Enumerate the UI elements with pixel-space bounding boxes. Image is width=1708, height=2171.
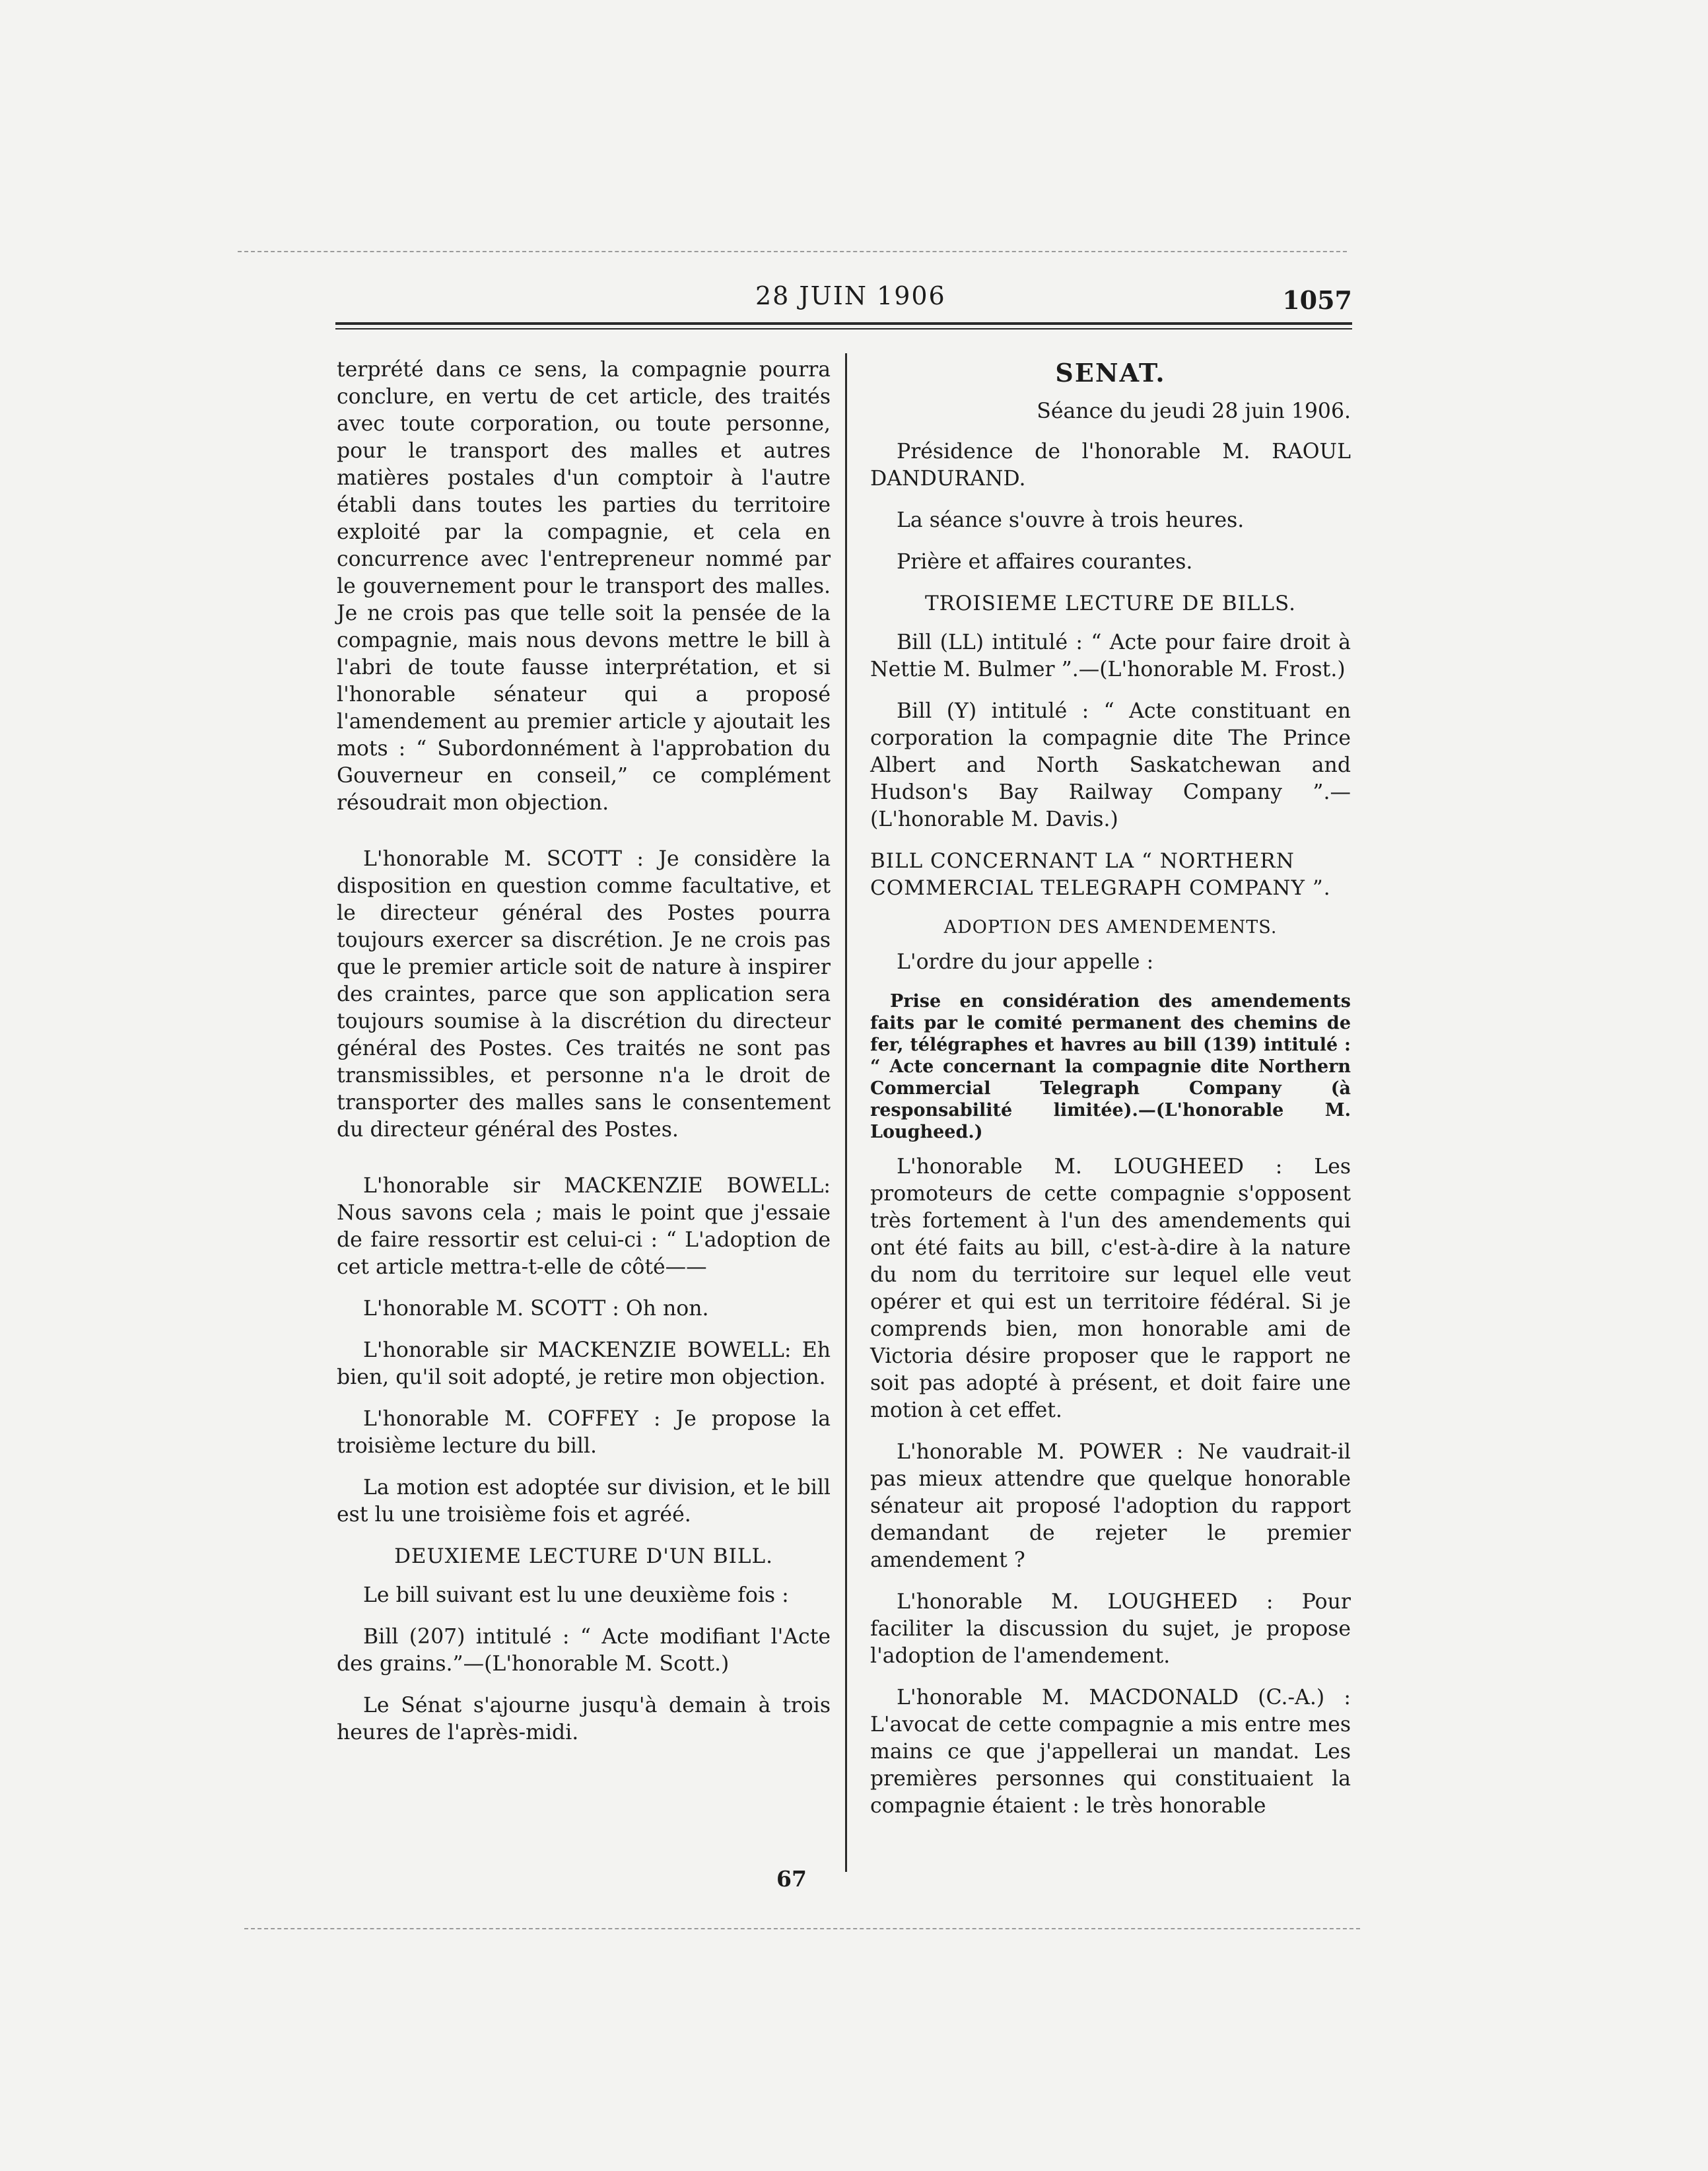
paragraph: terprété dans ce sens, la compagnie pourra conclure, en vertu de cet article, des traités avec toute corporation, ou toute personne, pour le transport des malles et autres matières postales d'un comptoir à l'autre établi dans toutes les parties du territoire exploité par la compagnie, et cela en concurrence avec l'entrepreneur nommé par le gouvernement pour le transport des malles. Je ne crois pas que telle soit la pensée de la compagnie, mais nous devons mettre le bill à l'abri de toute fausse interprétation, et si l'honorable sénateur qui a proposé l'amendement au premier article y ajoutait les mots : “ Subordonnément à l'approbation du Gouverneur en conseil,” ce complément résoudrait mon objection. [337, 358, 831, 815]
paragraph: L'honorable sir MACKENZIE BOWELL: Nous savons cela ; mais le point que j'essaie de faire ressortir est celui-ci : “ L'adoption de cet article mettra-t-elle de côté—— [337, 1174, 831, 1279]
scan-dash-top [238, 251, 1347, 252]
paragraph: La motion est adoptée sur division, et le bill est lu une troisième fois et agréé. [337, 1476, 831, 1527]
order-of-the-day: Prise en considération des amendements faits par le comité permanent des chemins de fer, télégraphes et havres au bill (139) intitulé : “ Acte concernant la compagnie dite Northern Commercial Telegraph Company (à responsabilité limitée).—(L'honorable M. Lougheed.) [870, 991, 1351, 1142]
header-date: 28 JUIN 1906 [755, 281, 946, 310]
scan-dash-bottom [244, 1928, 1360, 1929]
paragraph: La séance s'ouvre à trois heures. [897, 508, 1245, 532]
paragraph: L'ordre du jour appelle : [897, 950, 1154, 974]
paragraph: Bill (Y) intitulé : “ Acte constituant en corporation la compagnie dite The Prince Albert and North Saskatchewan and Hudson's Bay Railway Company ”.—(L'honorable M. Davis.) [870, 699, 1351, 831]
paragraph: L'honorable sir MACKENZIE BOWELL: Eh bien, qu'il soit adopté, je retire mon objection. [337, 1338, 831, 1389]
paragraph: Présidence de l'honorable M. RAOUL DANDURAND. [870, 440, 1351, 491]
paragraph: Bill (207) intitulé : “ Acte modifiant l'Acte des grains.”—(L'honorable M. Scott.) [337, 1625, 831, 1676]
paragraph: Bill (LL) intitulé : “ Acte pour faire droit à Nettie M. Bulmer ”.—(L'honorable M. Frost.) [870, 631, 1351, 681]
paragraph: Le bill suivant est lu une deuxième fois : [363, 1583, 789, 1607]
paragraph: L'honorable M. POWER : Ne vaudrait-il pas mieux attendre que quelque honorable sénateur ait proposé l'adoption du rapport demandant de rejeter le premier amendement ? [870, 1440, 1351, 1572]
paragraph: L'honorable M. LOUGHEED : Pour faciliter la discussion du sujet, je propose l'adoption de l'amendement. [870, 1590, 1351, 1668]
left-column [337, 357, 831, 1761]
paragraph: L'honorable M. LOUGHEED : Les promoteurs de cette compagnie s'opposent très fortement à l'un des amendements qui ont été faits au bill, c'est-à-dire à la nature du nom du territoire sur lequel elle veut opérer et qui est un territoire fédéral. Si je comprends bien, mon honorable ami de Victoria désire proposer que le rapport ne soit pas adopté à présent, et doit faire une motion à cet effet. [870, 1155, 1351, 1422]
paragraph: Prière et affaires courantes. [897, 550, 1193, 574]
page-header [335, 276, 1352, 316]
paragraph: L'honorable M. COFFEY : Je propose la troisième lecture du bill. [337, 1407, 831, 1458]
paragraph: L'honorable M. SCOTT : Oh non. [363, 1297, 709, 1321]
header-rule-thick [335, 322, 1352, 325]
paragraph: L'honorable M. MACDONALD (C.-A.) : L'avocat de cette compagnie a mis entre mes mains ce que j'appellerai un mandat. Les premières personnes qui constituaient la compagnie étaient : le très honorable [870, 1686, 1351, 1818]
session-date: Séance du jeudi 28 juin 1906. [1037, 399, 1351, 423]
header-rule-thin [335, 328, 1352, 329]
section-heading: TROISIEME LECTURE DE BILLS. [924, 592, 1297, 615]
section-title: SENAT. [1055, 358, 1166, 388]
section-heading: BILL CONCERNANT LA “ NORTHERN COMMERCIAL TELEGRAPH COMPANY ”. [870, 849, 1331, 900]
signature-number: 67 [776, 1866, 807, 1892]
paragraph: Le Sénat s'ajourne jusqu'à demain à trois heures de l'après-midi. [337, 1694, 831, 1744]
section-heading: DEUXIEME LECTURE D'UN BILL. [394, 1544, 773, 1568]
column-divider [845, 353, 847, 1872]
page-number: 1057 [1282, 285, 1352, 315]
right-column [870, 357, 1351, 1834]
sub-heading: ADOPTION DES AMENDEMENTS. [943, 917, 1278, 938]
paragraph: L'honorable M. SCOTT : Je considère la disposition en question comme facultative, et le directeur général des Postes pourra toujours exercer sa discrétion. Je ne crois pas que le premier article soit de nature à inspirer des craintes, parce que son application sera toujours soumise à la discrétion du directeur général des Postes. Ces traités ne sont pas transmissibles, et personne n'a le droit de transporter des malles sans le consentement du directeur général des Postes. [337, 847, 831, 1142]
